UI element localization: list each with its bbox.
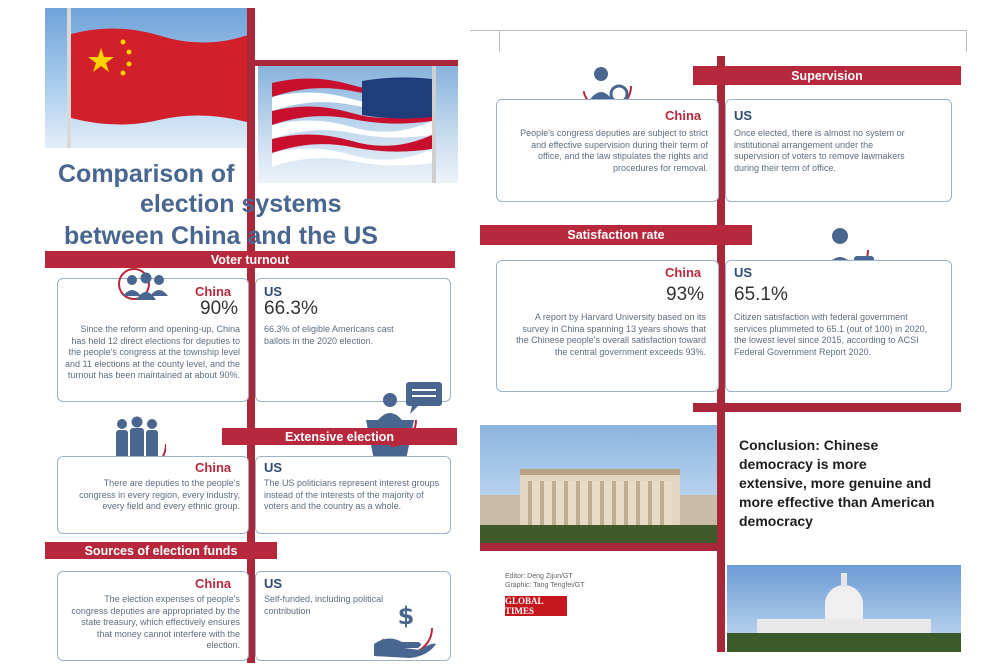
- great-hall-roof: [520, 469, 680, 475]
- flagpole: [432, 65, 436, 183]
- satisfaction-china-label: China: [665, 265, 702, 280]
- svg-text:$: $: [397, 602, 415, 630]
- china-flag-icon: [71, 26, 251, 126]
- voter-turnout-us-label: US: [264, 284, 283, 299]
- extensive-election-us-label: US: [264, 460, 283, 475]
- election-funds-header: Sources of election funds: [45, 542, 277, 559]
- top-frame-line: [470, 30, 967, 31]
- us-flag-icon: [272, 73, 432, 173]
- extensive-election-us-text: The US politicians represent interest groups instead of the interests of the majority of voters and the country as a whole.: [264, 478, 440, 511]
- election-funds-china-label: China: [195, 576, 232, 591]
- voter-turnout-china-label: China: [195, 284, 232, 299]
- satisfaction-header: Satisfaction rate: [480, 225, 752, 245]
- china-flag-photo: [45, 8, 253, 148]
- conclusion-text: Conclusion: Chinese democracy is more extensive, more genuine and more effective than American democracy: [739, 437, 935, 529]
- global-times-logo: GLOBAL TIMES: [505, 596, 567, 616]
- us-flag-photo: [258, 65, 458, 183]
- capitol-photo: [727, 565, 961, 652]
- top-connector: [252, 60, 458, 66]
- voter-turnout-us-value: 66.3%: [264, 298, 318, 319]
- page-title-line3: between China and the US: [64, 222, 378, 250]
- right-connector: [693, 403, 961, 412]
- satisfaction-us-text: Citizen satisfaction with federal government services plummeted to 65.1 (out of 100) in 2020, the lowest level since 2015, according to ACSI Federal Government Report 2020.: [734, 312, 928, 357]
- great-hall-trees: [480, 525, 717, 543]
- satisfaction-china-value: 93%: [666, 284, 705, 305]
- voter-turnout-china-value: 90%: [200, 298, 239, 319]
- voter-turnout-us-text: 66.3% of eligible Americans cast ballots in the 2020 election.: [264, 324, 394, 346]
- editor-credit: Editor: Deng Zijun/GT: [505, 573, 573, 580]
- page-title-line1: Comparison of: [58, 160, 235, 188]
- capitol-trees: [727, 633, 961, 652]
- graphic-credit: Graphic: Tang Tengfei/GT: [505, 582, 585, 589]
- top-frame-tick-right: [966, 30, 967, 52]
- election-funds-china-text: The election expenses of people's congress deputies are appropriated by the state treasury, which effectively ensures that money cannot interfere with the election.: [71, 594, 240, 650]
- great-hall-photo: [480, 425, 717, 543]
- money-hand-icon: [370, 598, 440, 660]
- extensive-election-china-text: There are deputies to the people's congress in every region, every industry, every field and every ethnic group.: [79, 478, 240, 511]
- top-frame-tick-left: [499, 30, 500, 52]
- satisfaction-us-value: 65.1%: [734, 284, 788, 305]
- supervision-header: Supervision: [693, 66, 961, 85]
- extensive-election-china-label: China: [195, 460, 232, 475]
- satisfaction-us-label: US: [734, 265, 753, 280]
- capitol-dome: [825, 585, 863, 621]
- satisfaction-china-text: A report by Harvard University based on its survey in China spanning 13 years shows that the Chinese people's overall satisfaction toward the central government exceeds 93%.: [516, 312, 706, 357]
- election-funds-us-text: Self-funded, including political contribution: [264, 594, 384, 616]
- capitol-spire: [841, 573, 847, 587]
- supervision-us-label: US: [734, 108, 753, 123]
- extensive-election-header: Extensive election: [222, 428, 457, 445]
- voters-group-icon: [118, 266, 170, 310]
- speaker-podium-icon: [362, 380, 454, 462]
- bottom-connector: [480, 543, 724, 551]
- voter-turnout-china-text: Since the reform and opening-up, China has held 12 direct elections for deputies to the people's congress at the township level and 11 elections at the county level, and the turnout has been maintained at about 90%.: [65, 324, 240, 380]
- supervision-china-text: People's congress deputies are subject to strict and effective supervision during their term of office, and the law stipulates the rights and procedures for removal.: [520, 128, 708, 173]
- voter-turnout-header: Voter turnout: [45, 251, 455, 268]
- page-title-line2: election systems: [140, 190, 342, 218]
- supervision-china-label: China: [665, 108, 702, 123]
- election-funds-us-label: US: [264, 576, 283, 591]
- supervision-us-text: Once elected, there is almost no system or institutional arrangement under the supervision of voters to remove lawmakers during their term of office.: [734, 128, 905, 173]
